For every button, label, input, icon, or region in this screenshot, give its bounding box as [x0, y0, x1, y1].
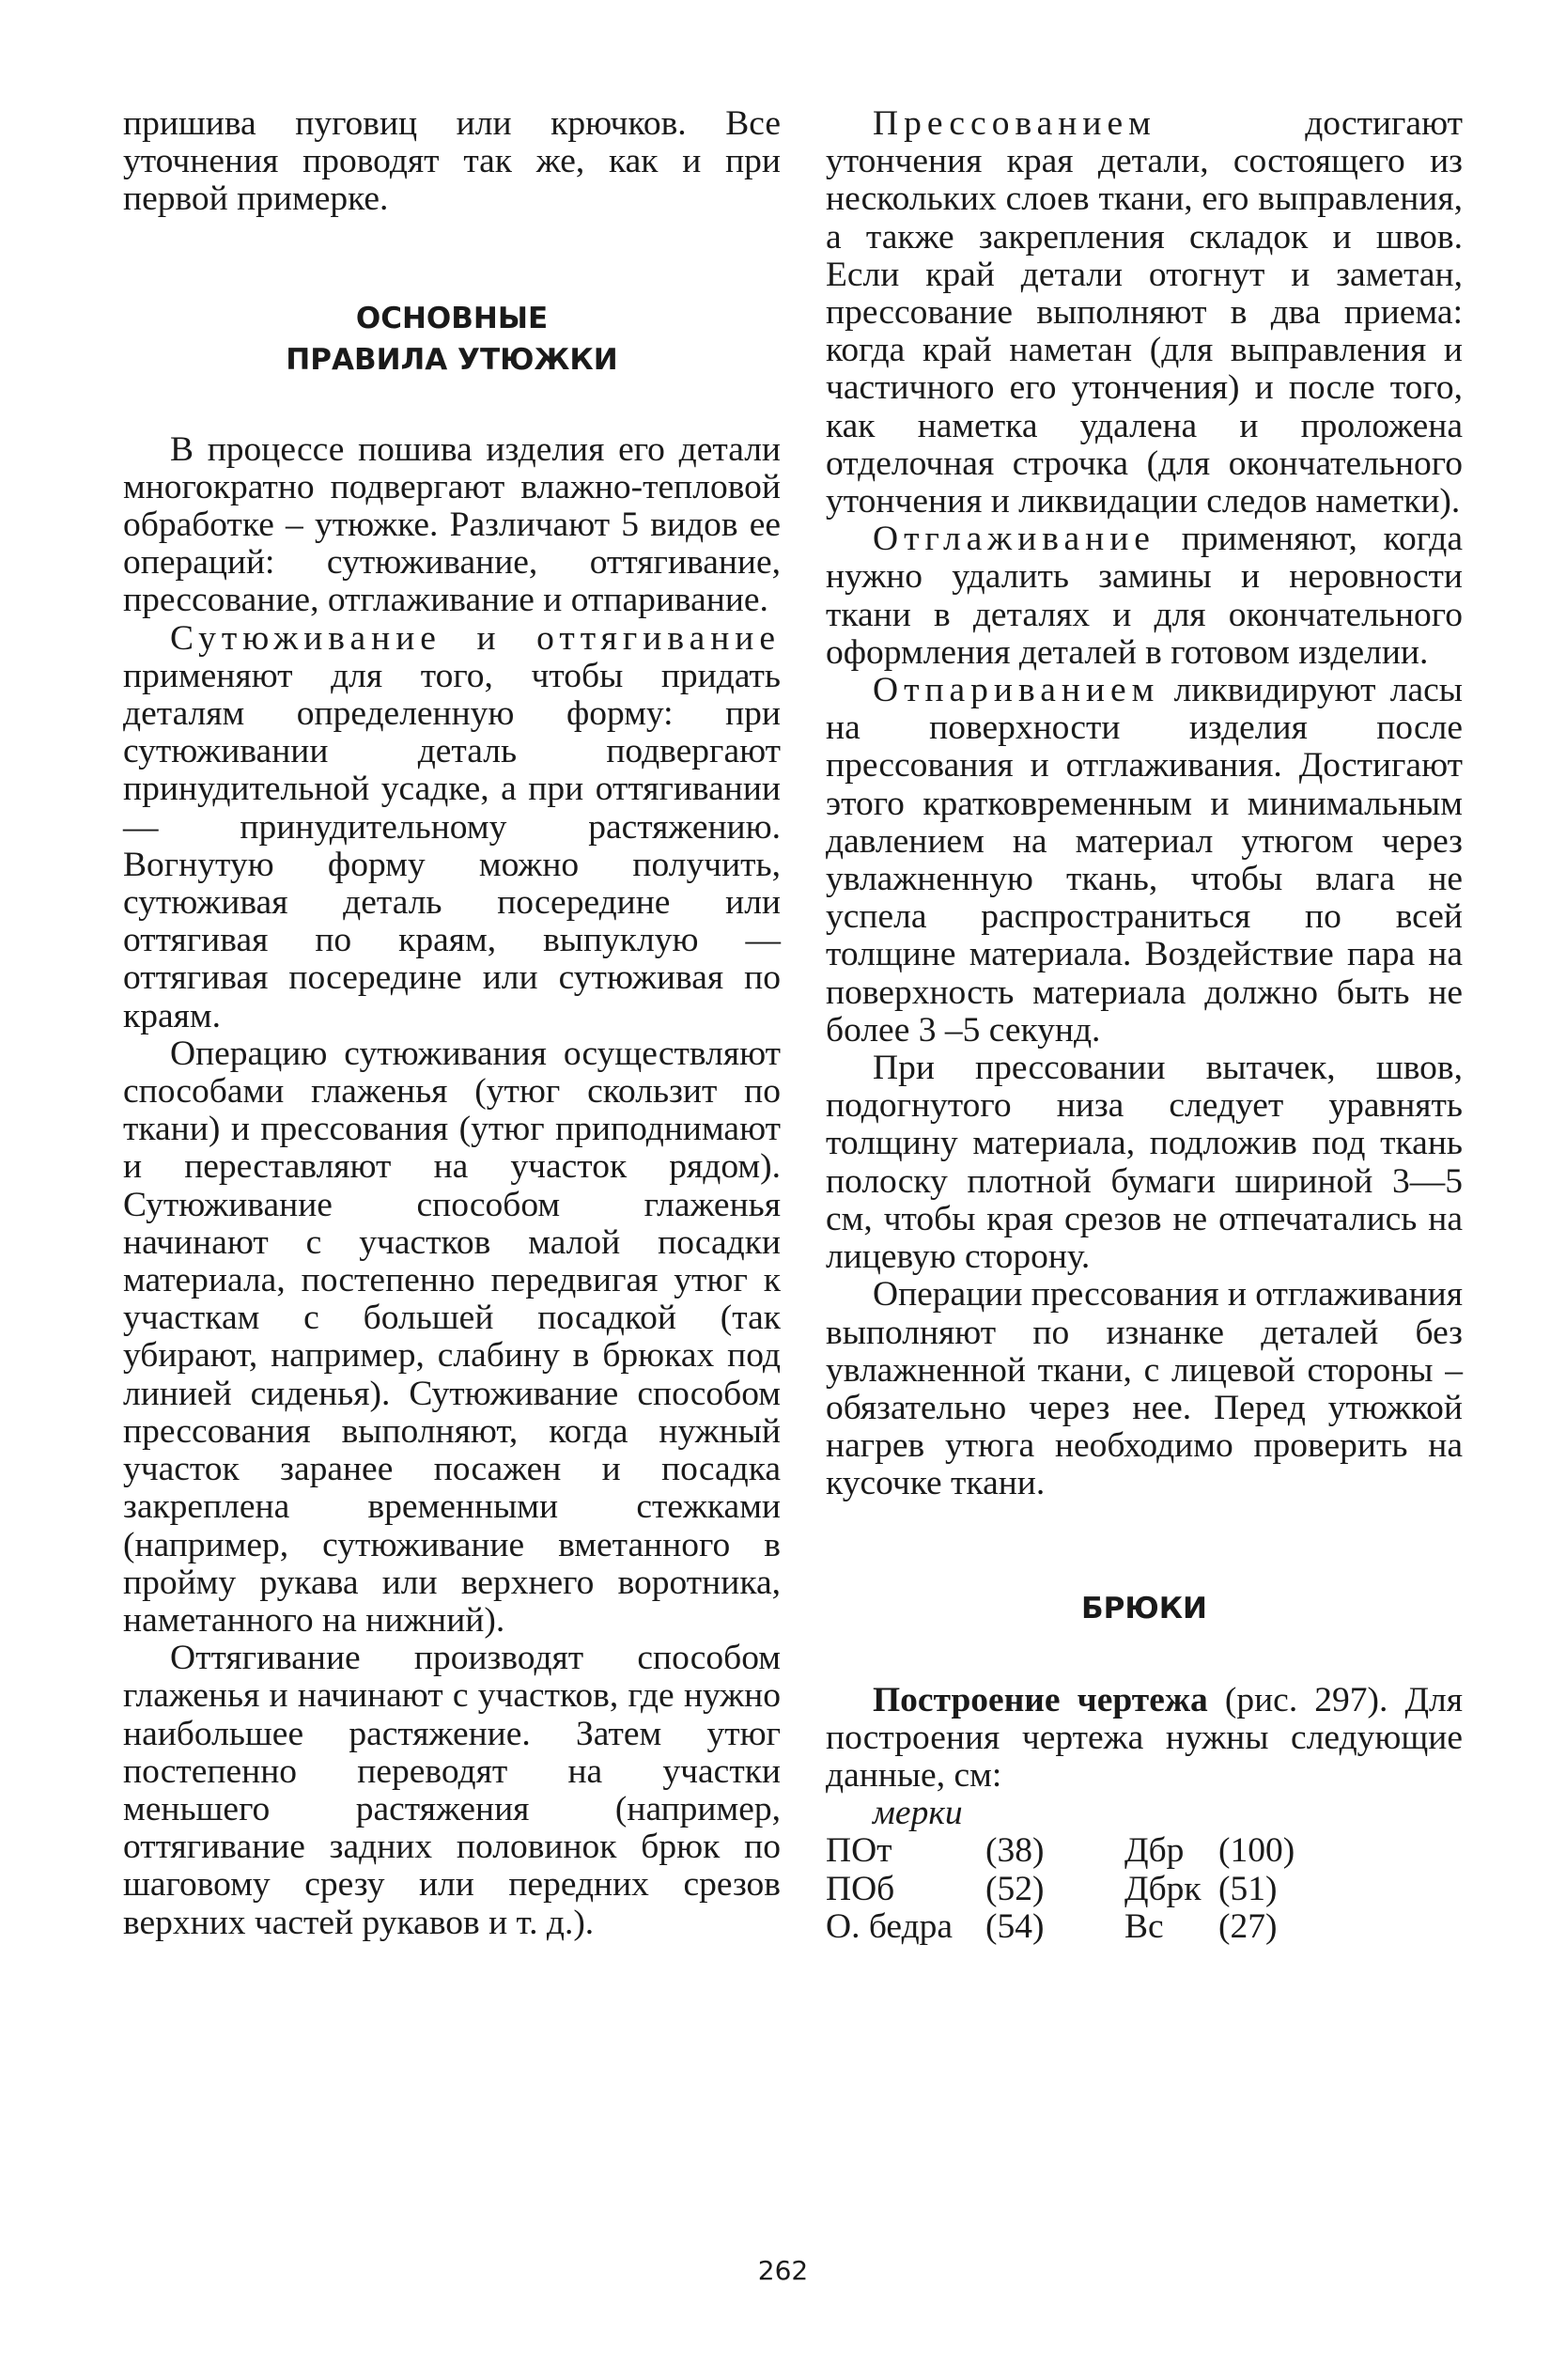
paragraph-text: применяют для того, чтобы придать деталям определенную форму: при сутюживании деталь подвергают принудительной усадке, а при оттягивании — принудительному растяжению. Вогнутую форму можно получить, сутюживая деталь посередине или оттягивая по краям, выпуклую — оттягивая посередине или сутюживая по краям.: [123, 656, 781, 1035]
table-row: [826, 1908, 1295, 1946]
measurement-cell: (52): [985, 1869, 1045, 1908]
measurements-table: [826, 1832, 1295, 1946]
table-row: [826, 1832, 1295, 1870]
term-pressing: Прессованием: [873, 104, 1156, 143]
measurement-cell: Вс: [1124, 1906, 1164, 1946]
paragraph-stretching: Оттягивание производят способом глаженья и начинают с участков, где нужно наибольшее растяжение. Затем утюг постепенно переводят на участки меньшего растяжения (например, оттягивание задних половинок брюк по шаговому срезу или передних срезов верхних частей рукавов и т. д.).: [123, 1639, 781, 1942]
measurement-cell: (54): [985, 1906, 1045, 1946]
measurements-label: мерки: [873, 1794, 963, 1833]
paragraph-text: применяют, когда нужно удалить замины и неровности ткани в деталях и для окончательного оформления деталей в готовом изделии.: [826, 520, 1463, 672]
term-shrinking-stretching: Сутюживание и оттягивание: [170, 618, 781, 658]
term-steaming: Отпариванием: [873, 671, 1160, 710]
heading-line-1: ОСНОВНЫЕ: [355, 301, 549, 335]
paragraph-pressing-operations: Операции прессования и отглаживания выполняют по изнанке деталей без увлажненной ткани, с лицевой стороны – обязательно через нее. Перед утюжкой нагрев утюга необходимо проверить на кусочке ткани.: [826, 1275, 1463, 1503]
paragraph-steaming: [826, 672, 1463, 1050]
measurement-cell: О. бедра: [826, 1906, 954, 1946]
left-column: [123, 105, 781, 1942]
paragraph-text: ликвидируют ласы на поверхности изделия после прессования и отглаживания. Достигают этого кратковременным и минимальным давлением на материал утюгом через увлажненную ткань, чтобы влага не успела распространиться по всей толщине материала. Воздействие пара на поверхность материала должно быть не более 3 –5 секунд.: [826, 671, 1463, 1050]
table-row: [826, 1871, 1295, 1908]
right-column: [826, 105, 1463, 1946]
section-heading-ironing: [123, 298, 781, 381]
paragraph-drawing-construction: [826, 1682, 1463, 1796]
measurement-cell: (100): [1218, 1831, 1295, 1871]
intro-paragraph: пришива пуговиц или крючков. Все уточнения проводят так же, как и при первой примерке.: [123, 104, 781, 219]
measurement-cell: ПОб: [826, 1869, 895, 1908]
paragraph-darts-pressing: При прессовании вытачек, швов, подогнутого низа следует уравнять толщину материала, подложив под ткань полоску плотной бумаги шириной 3—5 см, чтобы края срезов не отпечатались на лицевую сторону.: [826, 1049, 1463, 1277]
paragraph-shrinking-stretching: [123, 620, 781, 1035]
term-smoothing: Отглаживание: [873, 520, 1155, 559]
paragraph-ironing-types: В процессе пошива изделия его детали многократно подвергают влажно-тепловой обработке – утюжке. Различают 5 видов ее операций: сутюживание, оттягивание, прессование, отглаживание и отпаривание.: [123, 429, 781, 620]
measurement-cell: (27): [1218, 1906, 1278, 1946]
paragraph-shrinking-methods: Операцию сутюживания осуществляют способами глаженья (утюг скользит по ткани) и прессования (утюг приподнимают и переставляют на участок рядом). Сутюживание способом глаженья начинают с участков малой посадки материала, постепенно передвигая утюг к участкам с большей посадкой (так убирают, например, слабину в брюках под линией сиденья). Сутюживание способом прессования выполняют, когда нужный участок заранее посажен и посадка закреплена временными стежками (например, сутюживание вметанного в пройму рукава или верхнего воротника, наметанного на нижний).: [123, 1034, 781, 1640]
term-drawing-construction: Построение чертежа: [873, 1680, 1208, 1719]
section-heading-trousers: БРЮКИ: [1080, 1591, 1208, 1626]
paragraph-text: достигают утончения края детали, состоящего из нескольких слоев ткани, его выправления, а также закрепления складок и швов. Если край детали отогнут и заметан, прессование выполняют в два приема: когда край наметан (для выправления и частичного его утончения) и после того, как наметка удалена и проложена отделочная строчка (для окончательного утончения и ликвидации следов наметки).: [826, 104, 1463, 521]
measurement-cell: ПОт: [826, 1831, 892, 1871]
measurement-cell: Дбр: [1124, 1831, 1185, 1871]
paragraph-text: (рис. 297). Для построения чертежа нужны следующие данные, см:: [826, 1680, 1463, 1795]
measurement-cell: (51): [1218, 1869, 1278, 1908]
paragraph-pressing: [826, 105, 1463, 521]
heading-line-2: ПРАВИЛА УТЮЖКИ: [286, 342, 618, 377]
measurement-cell: (38): [985, 1831, 1045, 1871]
page-number: 262: [757, 2255, 809, 2286]
measurement-cell: Дбрк: [1124, 1869, 1202, 1908]
paragraph-smoothing: [826, 521, 1463, 672]
